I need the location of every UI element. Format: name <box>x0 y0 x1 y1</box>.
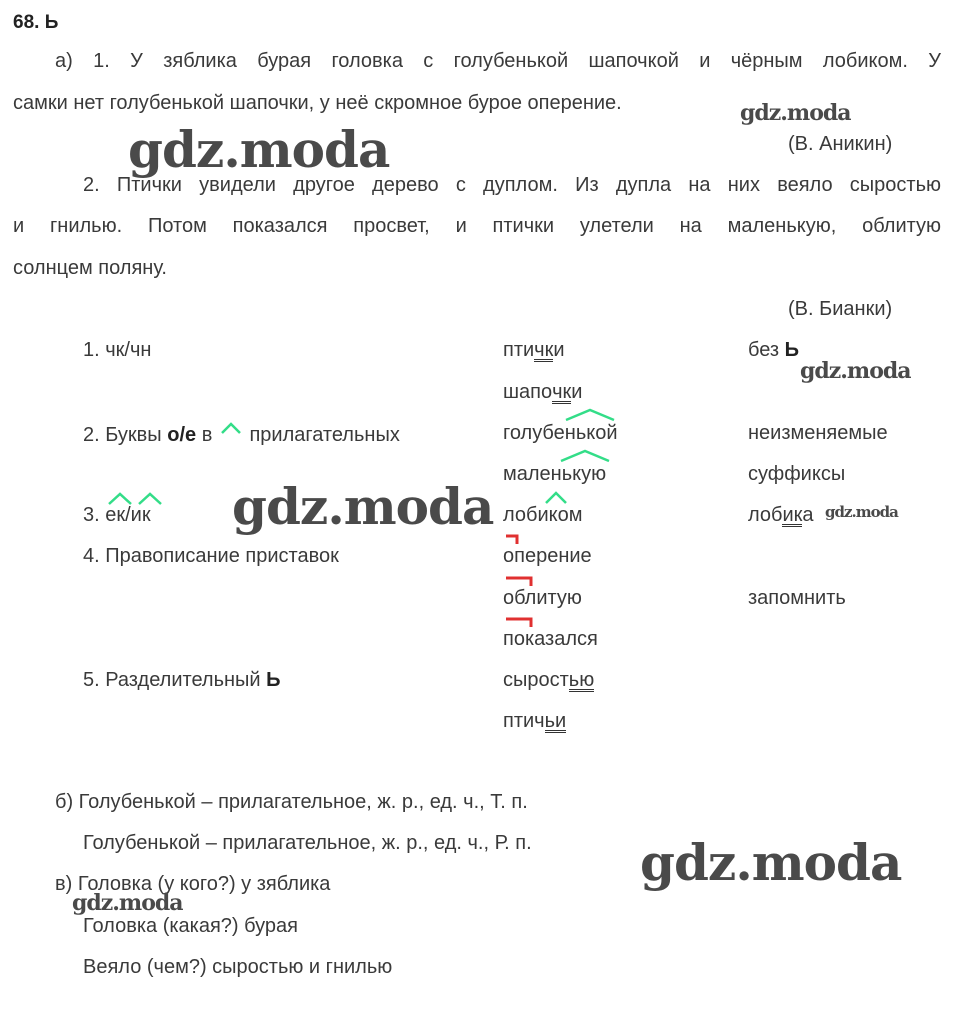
prefix-mark-icon <box>504 576 534 588</box>
text-line: Головка (какая?) бурая <box>83 915 299 937</box>
note-item: запомнить <box>748 587 846 609</box>
example-word: птички <box>503 339 565 361</box>
rule-item: 4. Правописание приставок <box>83 545 339 567</box>
suffix-mark-icon <box>220 421 242 435</box>
rule-item: 1. чк/чн <box>83 339 152 361</box>
example-word: облитую <box>503 587 582 609</box>
text-line: а) 1. У зяблика бурая головка с голубенькой шапочкой и чёрным лобиком. У <box>55 50 941 72</box>
example-word: показался <box>503 628 598 650</box>
watermark-logo: gdz.moda <box>825 503 898 521</box>
text-line: б) Голубенькой – прилагательное, ж. р., ед. ч., Т. п. <box>55 791 528 813</box>
example-word: голубенькой <box>503 422 618 444</box>
watermark-logo: gdz.moda <box>640 833 902 892</box>
suffix-mark-icon <box>564 408 616 422</box>
example-word: сыростью <box>503 669 595 691</box>
text-line: солнцем поляну. <box>13 257 167 279</box>
rule-item: 5. Разделительный Ь <box>83 669 281 691</box>
suffix-mark-icon <box>559 449 611 463</box>
suffix-mark-icon <box>107 492 167 506</box>
author-credit: (В. Аникин) <box>788 133 893 155</box>
note-item: без Ь <box>748 339 800 361</box>
note-item: неизменяемые <box>748 422 888 444</box>
text-line: Веяло (чем?) сыростью и гнилью <box>83 956 393 978</box>
exercise-title: 68. Ь <box>13 12 59 33</box>
rule-item: 3. ек/ик <box>83 504 151 526</box>
note-item: суффиксы <box>748 463 846 485</box>
prefix-mark-icon <box>504 534 520 546</box>
example-word: лобиком <box>503 504 583 526</box>
watermark-logo: gdz.moda <box>128 120 390 179</box>
example-word: оперение <box>503 545 592 567</box>
text-line: в) Головка (у кого?) у зяблика <box>55 873 331 895</box>
author-credit: (В. Бианки) <box>788 298 893 320</box>
watermark-logo: gdz.moda <box>740 100 851 126</box>
text-line: 2. Птички увидели другое дерево с дуплом. Из дупла на них веяло сыростью <box>83 174 941 196</box>
note-item: лобика <box>748 504 814 526</box>
watermark-logo: gdz.moda <box>232 477 494 536</box>
prefix-mark-icon <box>504 617 534 629</box>
text-line: и гнилью. Потом показался просвет, и птички улетели на маленькую, облитую <box>13 215 941 237</box>
text-line: Голубенькой – прилагательное, ж. р., ед. ч., Р. п. <box>83 832 532 854</box>
example-word: шапочки <box>503 381 583 403</box>
watermark-logo: gdz.moda <box>72 890 183 916</box>
example-word: птичьи <box>503 710 567 732</box>
rule-item: 2. Буквы о/е в прилагательных <box>83 421 400 447</box>
example-word: маленькую <box>503 463 607 485</box>
text-line: самки нет голубенькой шапочки, у неё скромное бурое оперение. <box>13 92 622 114</box>
suffix-mark-icon <box>544 491 568 505</box>
watermark-logo: gdz.moda <box>800 358 911 384</box>
